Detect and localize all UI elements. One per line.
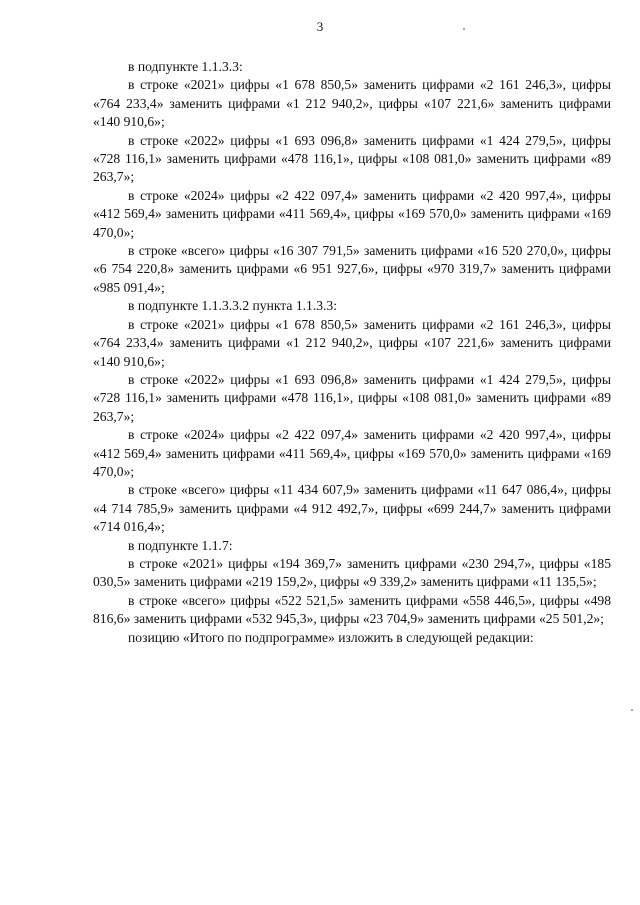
paragraph-amendment: в строке «всего» цифры «16 307 791,5» заменить цифрами «16 520 270,0», цифры «6 754 220,8» заменить цифрами «6 951 927,6», цифры «970 319,7» заменить цифрами «985 091,4»; [93, 243, 611, 295]
paragraph-amendment: в строке «2021» цифры «1 678 850,5» заменить цифрами «2 161 246,3», цифры «764 233,4» заменить цифрами «1 212 940,2», цифры «107 221,6» заменить цифрами «140 910,6»; [93, 316, 611, 369]
paragraph-subclause-heading: в подпункте 1.1.3.3: [128, 59, 243, 74]
paragraph-amendment: в строке «2021» цифры «194 369,7» заменить цифрами «230 294,7», цифры «185 030,5» заменить цифрами «219 159,2», цифры «9 339,2» заменить цифрами «11 135,5»; [93, 555, 611, 590]
paragraph-amendment: в строке «2022» цифры «1 693 096,8» заменить цифрами «1 424 279,5», цифры «728 116,1» заменить цифрами «478 116,1», цифры «108 081,0» заменить цифрами «89 263,7»; [93, 132, 611, 185]
page-number: 3 [316, 19, 324, 34]
paragraph-subclause-heading: в подпункте 1.1.7: [128, 537, 233, 553]
paragraph-subclause-heading: в подпункте 1.1.3.3.2 пункта 1.1.3.3: [128, 298, 338, 314]
scan-speck [463, 28, 465, 30]
paragraph-amendment: в строке «всего» цифры «522 521,5» заменить цифрами «558 446,5», цифры «498 816,6» заменить цифрами «532 945,3», цифры «23 704,9» заменить цифрами «25 501,2»; [93, 592, 611, 627]
paragraph-amendment: в строке «2024» цифры «2 422 097,4» заменить цифрами «2 420 997,4», цифры «412 569,4» заменить цифрами «411 569,4», цифры «169 570,0» заменить цифрами «169 470,0»; [93, 187, 611, 240]
document-body [93, 58, 611, 647]
paragraph-amendment: в строке «всего» цифры «11 434 607,9» заменить цифрами «11 647 086,4», цифры «4 714 785,9» заменить цифрами «4 912 492,7», цифры «699 244,7» заменить цифрами «714 016,4»; [93, 482, 611, 535]
paragraph-closing: позицию «Итого по подпрограмме» изложить в следующей редакции: [128, 629, 534, 645]
paragraph-amendment: в строке «2024» цифры «2 422 097,4» заменить цифрами «2 420 997,4», цифры «412 569,4» заменить цифрами «411 569,4», цифры «169 570,0» заменить цифрами «169 470,0»; [93, 427, 611, 479]
paragraph-amendment: в строке «2021» цифры «1 678 850,5» заменить цифрами «2 161 246,3», цифры «764 233,4» заменить цифрами «1 212 940,2», цифры «107 221,6» заменить цифрами «140 910,6»; [93, 77, 611, 130]
scan-speck [631, 709, 633, 711]
paragraph-amendment: в строке «2022» цифры «1 693 096,8» заменить цифрами «1 424 279,5», цифры «728 116,1» заменить цифрами «478 116,1», цифры «108 081,0» заменить цифрами «89 263,7»; [93, 371, 611, 424]
